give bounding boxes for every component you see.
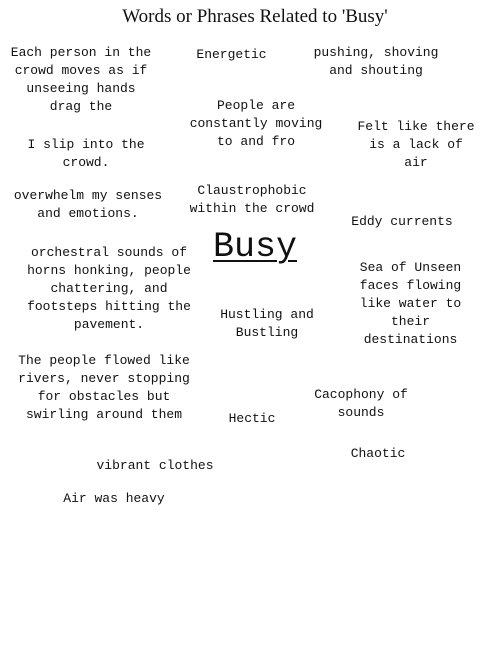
phrase-orchestral-sounds: orchestral sounds of horns honking, people chattering, and footsteps hitting the pavement.	[27, 245, 191, 332]
phrase-slip-into-crowd: I slip into the crowd.	[27, 137, 145, 170]
phrase-claustrophobic: Claustrophobic within the crowd	[189, 183, 315, 216]
phrase-pushing-shoving: pushing, shoving and shouting	[313, 45, 439, 78]
phrase-lack-of-air: Felt like there is a lack of air	[357, 119, 475, 170]
phrase-overwhelm-senses: overwhelm my senses and emotions.	[13, 188, 163, 221]
phrase-unseeing-hands: Each person in the crowd moves as if unseeing hands drag the	[10, 45, 152, 114]
phrase-cacophony: Cacophony of sounds	[314, 387, 408, 420]
phrase-energetic: Energetic	[196, 47, 267, 62]
page-title: Words or Phrases Related to 'Busy'	[122, 6, 388, 27]
phrase-air-heavy: Air was heavy	[63, 491, 165, 506]
phrase-sea-of-faces: Sea of Unseen faces flowing like water to their destinations	[359, 260, 462, 347]
center-word-busy: Busy	[213, 227, 298, 267]
phrase-eddy-currents: Eddy currents	[351, 214, 453, 229]
phrase-vibrant-clothes: vibrant clothes	[96, 458, 214, 473]
phrase-constantly-moving: People are constantly moving to and fro	[189, 98, 323, 149]
phrase-people-flowed: The people flowed like rivers, never stopping for obstacles but swirling around them	[18, 353, 190, 422]
phrase-hectic: Hectic	[228, 411, 276, 426]
phrase-hustling-bustling: Hustling and Bustling	[220, 307, 314, 340]
phrase-chaotic: Chaotic	[350, 446, 406, 461]
